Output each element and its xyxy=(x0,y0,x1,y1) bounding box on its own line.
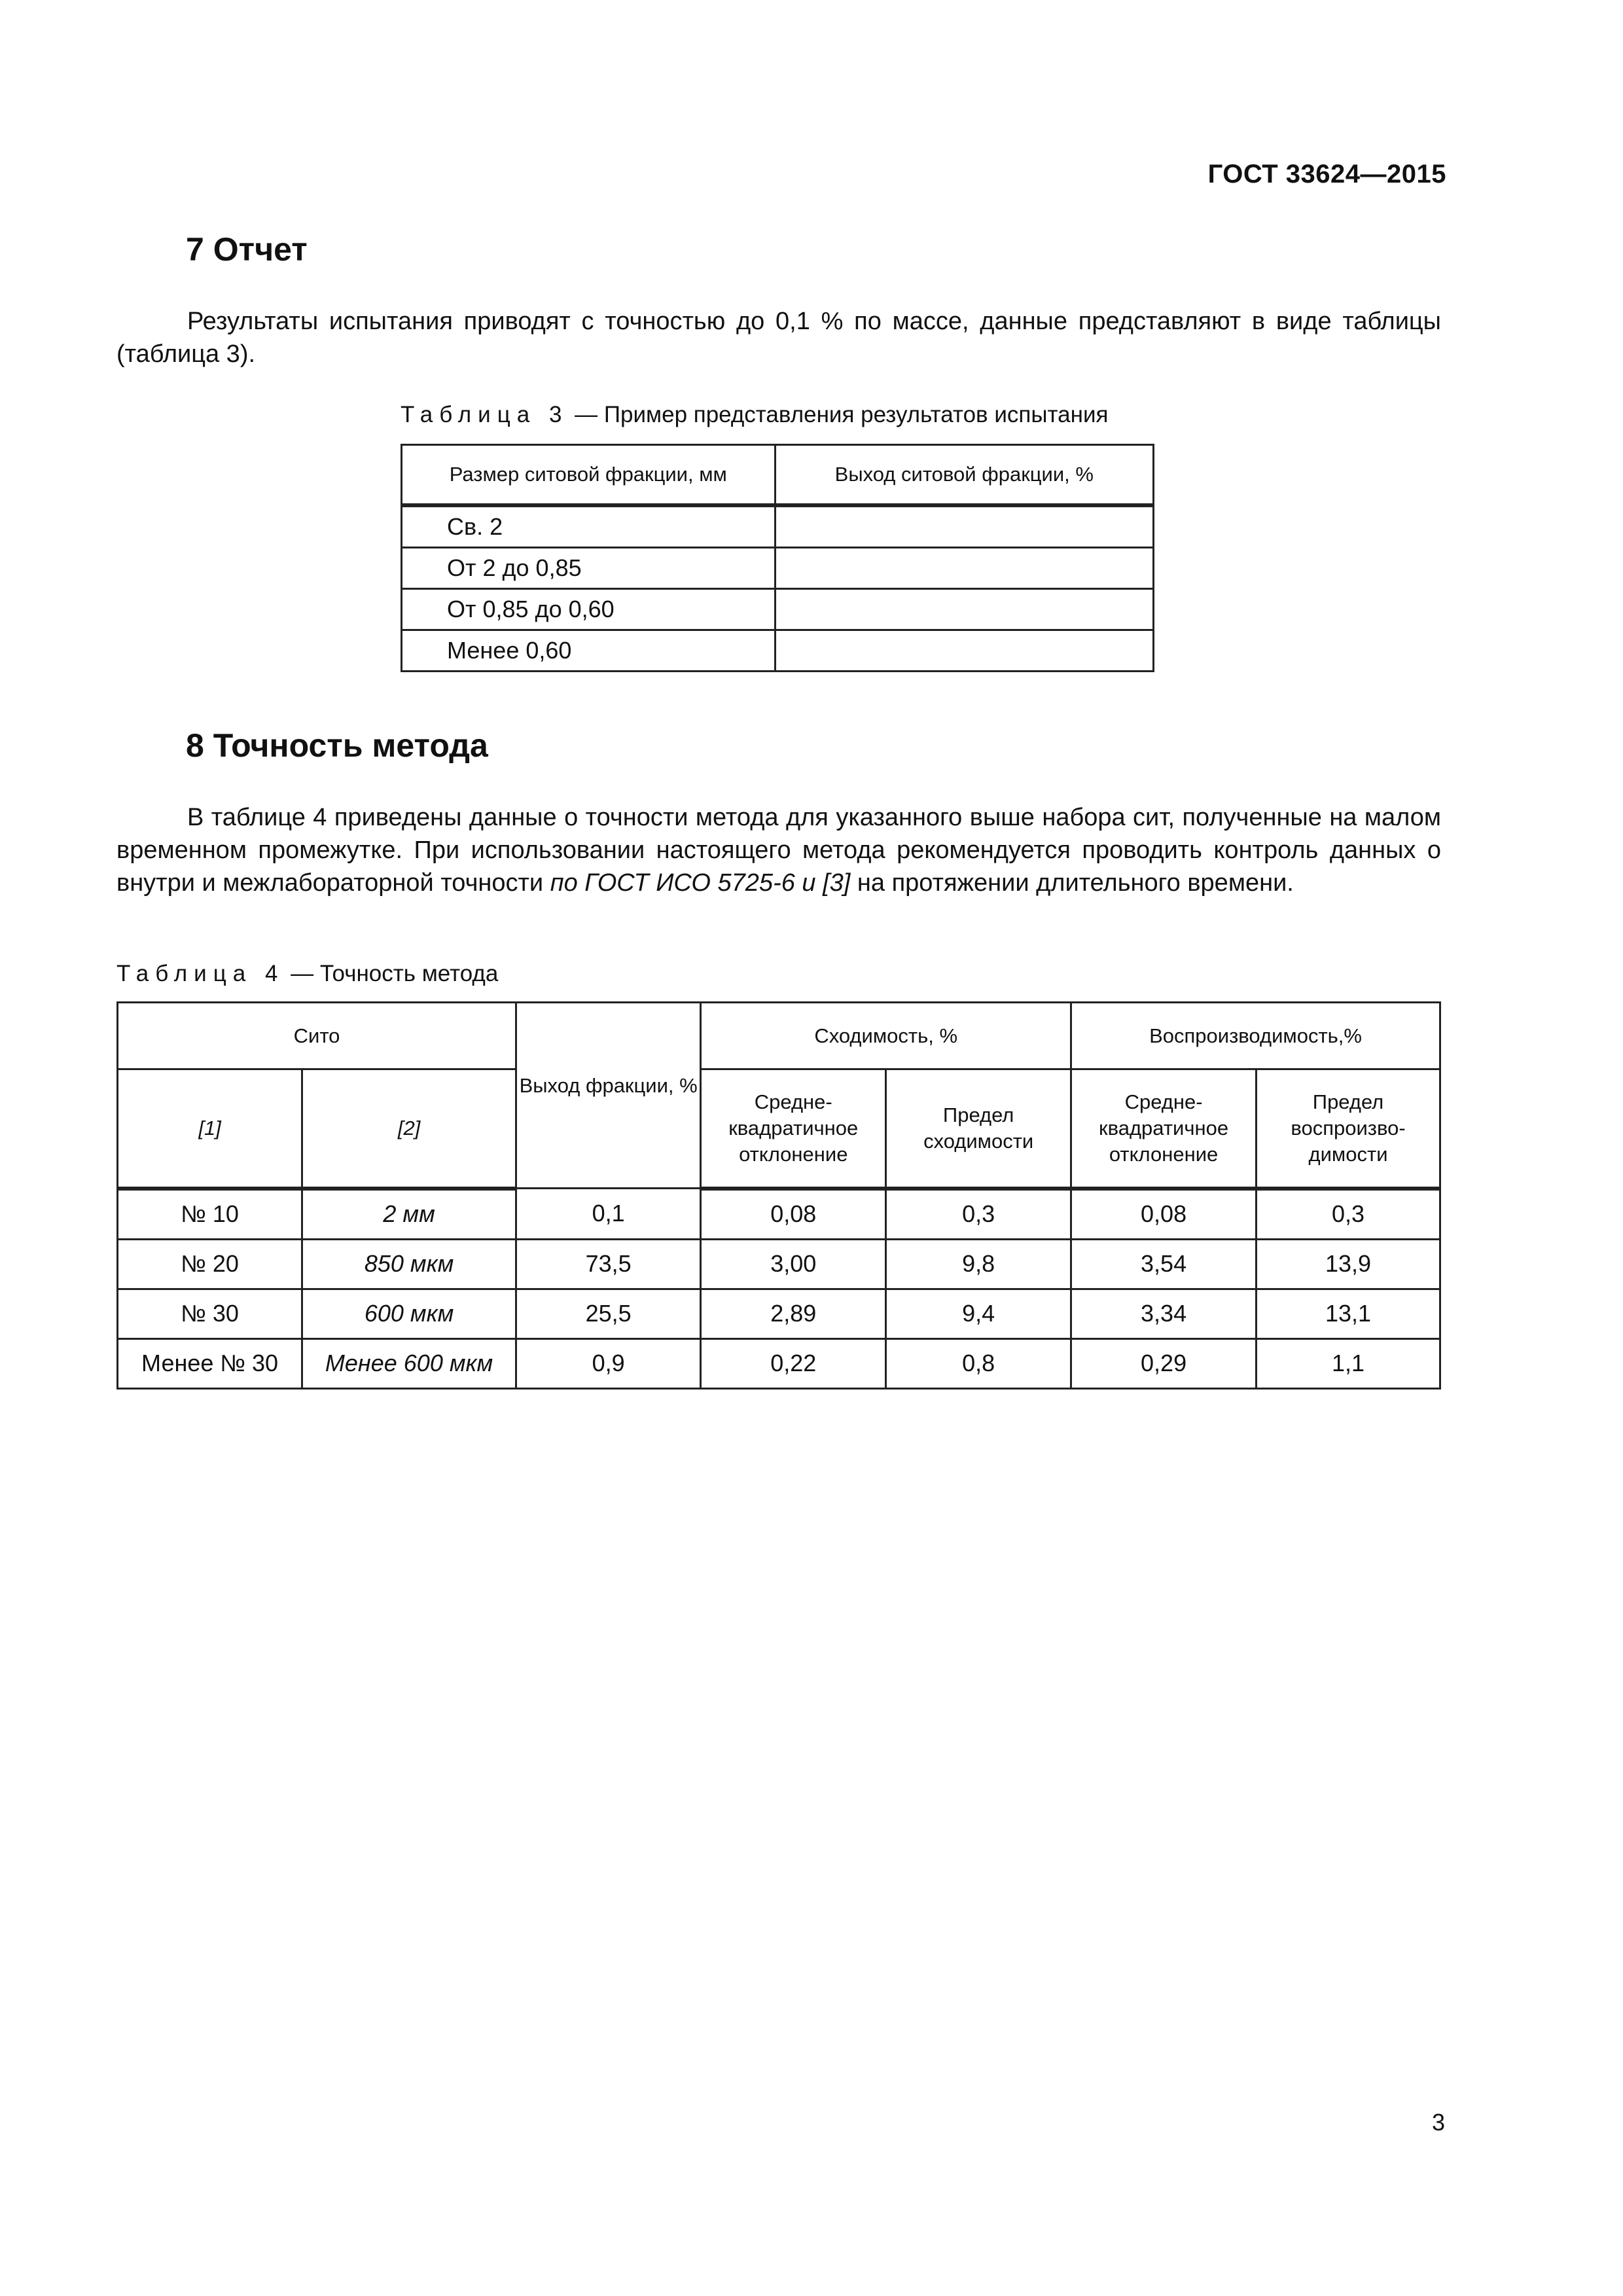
table-4-cell-rep-limit: 0,3 xyxy=(886,1189,1071,1240)
table-3-header-yield: Выход ситовой фракции, % xyxy=(775,445,1153,506)
table-4-header-rep-limit: Предел сходимости xyxy=(886,1069,1071,1189)
table-4-header-yield: Выход фракции, % xyxy=(516,1003,701,1189)
table-4-cell-sieve-size: 600 мкм xyxy=(302,1289,516,1338)
table-4-cell-sieve-number: № 30 xyxy=(118,1289,302,1338)
table-3-cell-size: От 2 до 0,85 xyxy=(402,548,776,589)
table-4-caption: Таблица 4 — Точность метода xyxy=(116,961,499,986)
table-4-header-sieve: Сито xyxy=(118,1003,516,1069)
table-row xyxy=(118,1338,1440,1388)
table-4-cell-repro-limit: 0,3 xyxy=(1257,1189,1440,1240)
table-3-cell-yield xyxy=(775,548,1153,589)
table-3-cell-yield xyxy=(775,505,1153,548)
table-4-cell-sieve-size: 2 мм xyxy=(302,1189,516,1240)
table-4-cell-yield: 25,5 xyxy=(516,1289,701,1338)
table-3 xyxy=(401,444,1154,672)
table-4-cell-repro-sd: 3,54 xyxy=(1071,1239,1257,1289)
section-7-paragraph: Результаты испытания приводят с точностью до 0,1 % по массе, данные представляют в виде таблицы (таблица 3). xyxy=(116,308,1441,368)
table-4-header-repro-sd: Средне-квадратичное отклонение xyxy=(1071,1069,1257,1189)
table-4-cell-yield: 0,1 xyxy=(516,1189,701,1240)
table-3-caption: Таблица 3 — Пример представления результатов испытания xyxy=(401,402,1109,427)
table-4-cell-rep-sd: 2,89 xyxy=(701,1289,886,1338)
table-4-cell-rep-sd: 3,00 xyxy=(701,1239,886,1289)
table-row xyxy=(402,589,1154,630)
table-3-cell-yield xyxy=(775,589,1153,630)
table-4-cell-repro-limit: 13,9 xyxy=(1257,1239,1440,1289)
section-7-heading: 7 Отчет xyxy=(186,231,308,268)
table-4-header-ref1: [1] xyxy=(118,1069,302,1189)
table-3-cell-size: От 0,85 до 0,60 xyxy=(402,589,776,630)
table-4-cell-sieve-number: Менее № 30 xyxy=(118,1338,302,1388)
table-4-header-repeatability: Сходимость, % xyxy=(701,1003,1071,1069)
table-4-cell-sieve-number: № 10 xyxy=(118,1189,302,1240)
table-row xyxy=(118,1189,1440,1240)
table-4-cell-repro-sd: 0,08 xyxy=(1071,1189,1257,1240)
table-4-cell-sieve-number: № 20 xyxy=(118,1239,302,1289)
table-4 xyxy=(116,1001,1441,1390)
table-row xyxy=(402,548,1154,589)
table-3-header-size: Размер ситовой фракции, мм xyxy=(402,445,776,506)
table-4-cell-rep-sd: 0,22 xyxy=(701,1338,886,1388)
table-4-cell-rep-sd: 0,08 xyxy=(701,1189,886,1240)
table-4-cell-sieve-size: 850 мкм xyxy=(302,1239,516,1289)
table-4-cell-yield: 0,9 xyxy=(516,1338,701,1388)
page-number: 3 xyxy=(1431,2109,1445,2136)
table-4-cell-rep-limit: 0,8 xyxy=(886,1338,1071,1388)
table-4-header-rep-sd: Средне-квадратичное отклонение xyxy=(701,1069,886,1189)
table-4-cell-repro-sd: 3,34 xyxy=(1071,1289,1257,1338)
table-3-cell-size: Св. 2 xyxy=(402,505,776,548)
table-4-header-ref2: [2] xyxy=(302,1069,516,1189)
table-4-cell-repro-limit: 1,1 xyxy=(1257,1338,1440,1388)
table-4-cell-sieve-size: Менее 600 мкм xyxy=(302,1338,516,1388)
table-3-cell-size: Менее 0,60 xyxy=(402,630,776,672)
table-4-cell-rep-limit: 9,8 xyxy=(886,1239,1071,1289)
table-4-cell-yield: 73,5 xyxy=(516,1239,701,1289)
table-row xyxy=(402,630,1154,672)
table-4-cell-repro-limit: 13,1 xyxy=(1257,1289,1440,1338)
table-4-cell-rep-limit: 9,4 xyxy=(886,1289,1071,1338)
standard-reference: по ГОСТ ИСО 5725-6 и [3] xyxy=(550,869,851,897)
table-4-header-reproducibility: Воспроизводимость,% xyxy=(1071,1003,1440,1069)
table-4-cell-repro-sd: 0,29 xyxy=(1071,1338,1257,1388)
document-code: ГОСТ 33624—2015 xyxy=(1207,160,1446,188)
table-row xyxy=(402,505,1154,548)
table-row xyxy=(118,1289,1440,1338)
section-8-heading: 8 Точность метода xyxy=(186,727,488,764)
section-8-paragraph: В таблице 4 приведены данные о точности метода для указанного выше набора сит, полученные на малом временном промежутке. При использовании настоящего метода рекомендуется проводить контроль данных о внутри и межлабораторной точности по ГОСТ ИСО 5725-6 и [3] на протяжении длительного времени. xyxy=(116,804,1441,897)
table-3-cell-yield xyxy=(775,630,1153,672)
table-4-header-repro-limit: Предел воспроизво-димости xyxy=(1257,1069,1440,1189)
table-row xyxy=(118,1239,1440,1289)
